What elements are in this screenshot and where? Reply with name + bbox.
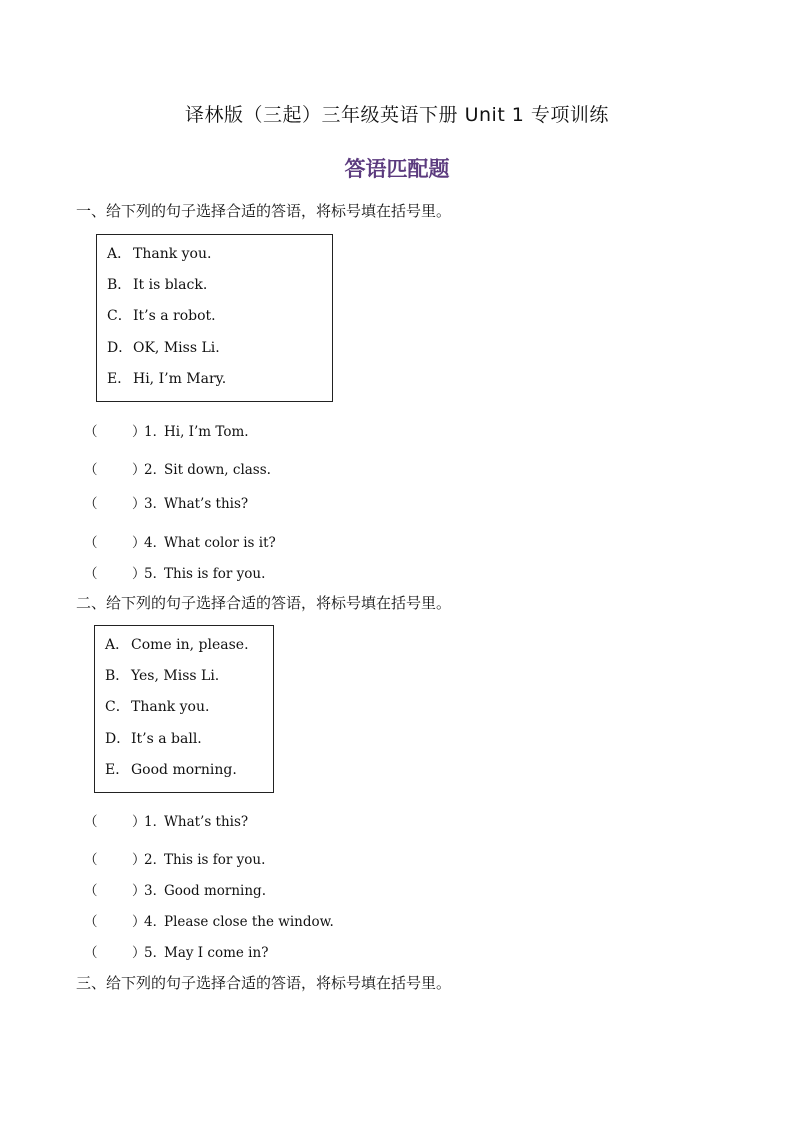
option-a: A． Come in, please. [105, 637, 249, 653]
option-c: C．Thank you. [105, 699, 210, 715]
question-row: （ ）2．This is for you. [84, 852, 266, 868]
section-2-options-box [94, 625, 274, 793]
question-row: （ ）1．Hi, I’m Tom. [84, 424, 249, 440]
option-d: D．It’s a ball. [105, 731, 202, 747]
page-title: 译林版（三起）三年级英语下册 Unit 1 专项训练 [185, 104, 609, 126]
question-row: （ ）1．What’s this? [84, 814, 249, 830]
question-row: （ ）4．What color is it? [84, 535, 276, 551]
option-d: D．OK, Miss Li. [107, 340, 220, 356]
option-b: B． It is black. [107, 277, 208, 293]
question-row: （ ）4．Please close the window. [84, 914, 334, 930]
option-a: A． Thank you. [107, 246, 212, 262]
section-1-options-box [96, 234, 333, 402]
section-3-heading: 三、给下列的句子选择合适的答语，将标号填在括号里。 [76, 974, 452, 992]
question-row: （ ）5．This is for you. [84, 566, 266, 582]
question-row: （ ）2．Sit down, class. [84, 462, 271, 478]
option-c: C．It’s a robot. [107, 308, 216, 324]
question-row: （ ）5．May I come in? [84, 945, 269, 961]
option-b: B． Yes, Miss Li. [105, 668, 220, 684]
page-subtitle: 答语匹配题 [344, 157, 450, 181]
question-row: （ ）3．What’s this? [84, 496, 249, 512]
question-row: （ ）3．Good morning. [84, 883, 266, 899]
section-1-heading: 一、给下列的句子选择合适的答语，将标号填在括号里。 [76, 202, 452, 220]
option-e: E． Hi, I’m Mary. [107, 371, 227, 387]
section-2-heading: 二、给下列的句子选择合适的答语，将标号填在括号里。 [76, 594, 452, 612]
option-e: E． Good morning. [105, 762, 237, 778]
